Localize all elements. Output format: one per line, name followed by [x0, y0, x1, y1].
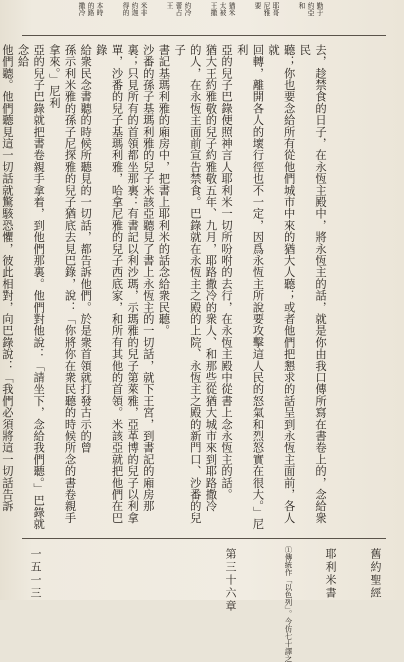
- header-note-line: 蕾占: [174, 2, 182, 16]
- header-note-group: [253, 2, 279, 34]
- header-note-line: 的路: [86, 2, 94, 16]
- header-note-line: 王: [165, 2, 173, 9]
- text-column: 回轉，離開各人的壞行徑也不一定，因爲永恆主所說要攻擊這人民的怒氣和烈怒實在很大。」尼利: [235, 44, 265, 530]
- header-note-line: 得的: [121, 2, 129, 16]
- text-column: 單，沙番的兒子基瑪利雅，哈拿尼雅的兒子西底家，和所有其他的首領。米該亞就把他們在巴錄: [94, 44, 124, 524]
- header-note-line: 約冷: [183, 2, 191, 16]
- header-note-group: [77, 2, 103, 34]
- text-column: 亞的兒子巴錄就把書卷親手拿着，到他們那裏。他們對他說：「請坐下，念給我們聽。」巴錄就念給: [16, 44, 46, 530]
- text-column: 去，趁禁食的日子，在永恆主殿中，將永恆主的話，就是你由我口傳所寫在書卷上的，念給衆民: [298, 44, 327, 524]
- text-column: 書記基瑪利雅的廂房中，把書上耶利米的話念給衆民聽。: [157, 44, 171, 337]
- header-note-line: 耶哥: [271, 2, 279, 16]
- text-column: 亞的兒子巴錄便照神言人耶利米一切所吩咐的去行，在永恆主殿中從書上念永恆主的話。: [220, 44, 234, 501]
- header-note-line: 要: [253, 2, 261, 9]
- header-note-line: 米非: [139, 2, 147, 16]
- chapter-label: 第三十六章: [224, 548, 237, 613]
- text-column: 沙番的孫子基瑪利雅的兒子米該亞聽見了書上永恆主的一切話，就下王宮，到書記的廂房那: [141, 44, 155, 512]
- main-text-block: [0, 44, 328, 532]
- bottom-rule: [22, 538, 386, 539]
- header-note-group: [121, 2, 147, 34]
- text-column: 裏；只見所有的首領都坐那裏：有書記以利沙瑪，示瑪雅的兒子第萊雅，亞革博的兒子以利拿: [126, 44, 140, 524]
- header-note-line: 猶米: [227, 2, 235, 16]
- book-title: 舊約聖經: [369, 548, 382, 600]
- footnote-line: ①傳統作「以色列」。今仿七十譯之: [284, 546, 293, 662]
- chapter-book-title: 耶利米書: [324, 548, 337, 600]
- header-note-group: [297, 2, 323, 34]
- top-rule: [22, 35, 386, 36]
- text-column: 他們聽。他們聽見這一切話就驚駭恐懼，彼此相對，向巴錄說：「我們必須將這一切話告訴: [0, 44, 14, 512]
- text-column: 孫示利米雅的孫子尼探雅的兒子猶底去見巴錄，說：「你將你在衆民聽的時候所念的書卷親手拿來。」尼利: [47, 44, 77, 524]
- header-note-group: [165, 2, 191, 34]
- header-note-line: 和: [297, 2, 305, 9]
- page-number: 一五一三: [29, 548, 42, 600]
- text-column: 聽；你也要念給所有從他們城市中來的猶大人聽；或者他們把懇求的話呈到永恆主面前，各人就: [267, 44, 296, 524]
- text-column: 猶大王約雅敬的兒子約雅敬五年、九月，耶路撒冷的衆人、和那些從猶大城市來到耶路撒冷: [204, 44, 218, 512]
- header-note-line: 王撒: [209, 2, 217, 16]
- header-note-line: 尼雅: [262, 2, 270, 16]
- header-note-line: 本時: [95, 2, 103, 16]
- header-note-line: 太被: [218, 2, 226, 16]
- header-note-line: 約迦: [130, 2, 138, 16]
- header-note-line: 約亞: [306, 2, 314, 16]
- header-note-line: 撒冷: [77, 2, 85, 16]
- text-column: 給衆民念書聽的時候所聽見的一切話，都告訴他們。於是衆首領就打發古示的曾: [79, 44, 93, 454]
- header-notes: [77, 2, 323, 34]
- text-column: 的人，在永恆主面前宣告禁食。巴錄就在永恆主之殿的上院、永恆主之殿的新門口、沙番的兒子: [173, 44, 202, 524]
- footnote: [283, 546, 293, 662]
- header-note-group: [209, 2, 235, 34]
- header-note-line: 勤于: [315, 2, 323, 16]
